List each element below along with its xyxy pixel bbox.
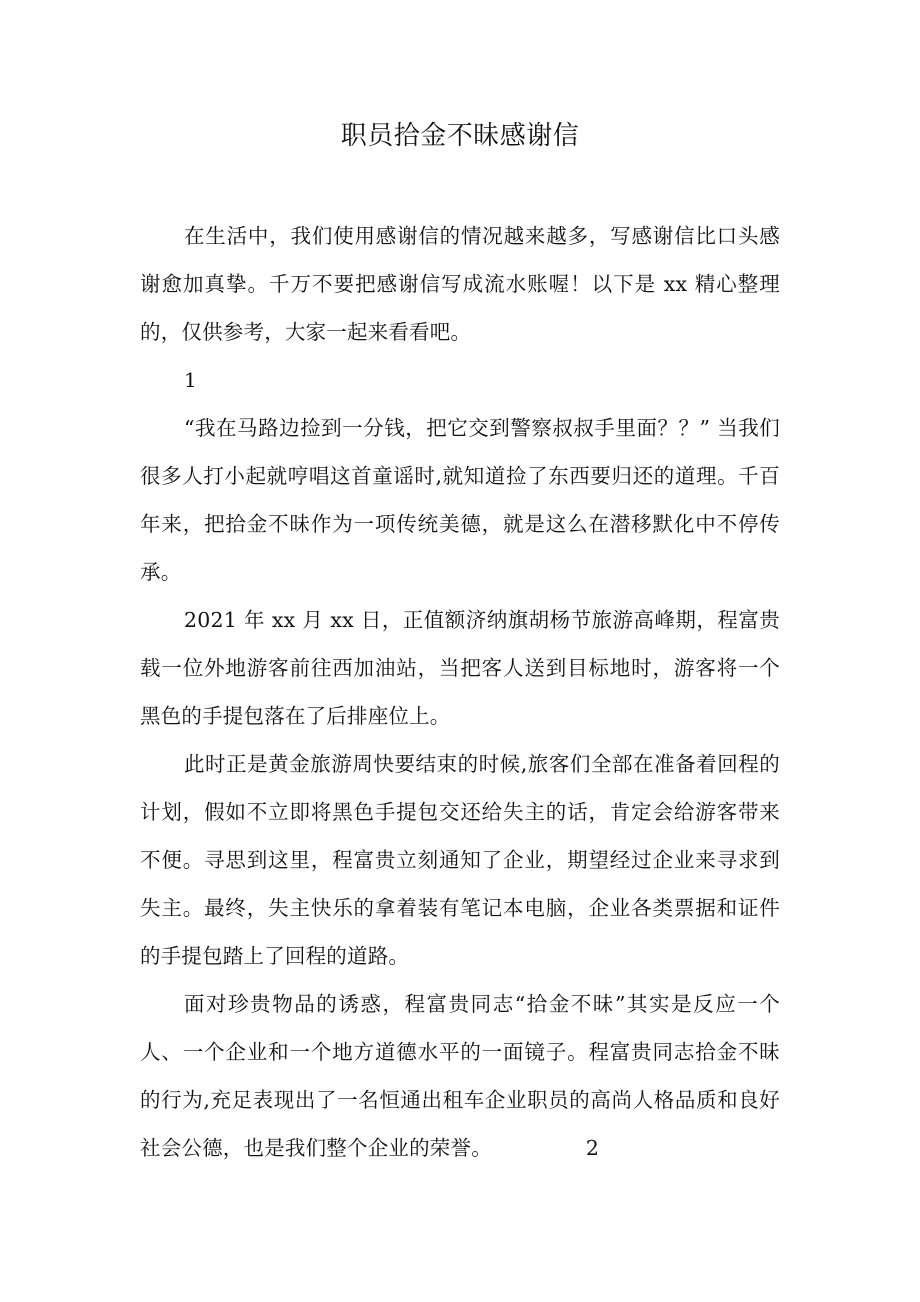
section-marker-1: 1 xyxy=(184,368,197,392)
section-marker-2: 2 xyxy=(585,1136,600,1160)
paragraph-3: 此时正是黄金旅游周快要结束的时候,旅客们全部在准备着回程的计划，假如不立即将黑色手提包交还给失主的话，肯定会给游客带来不便。寻思到这里，程富贵立刻通知了企业，期望经过企业来寻求到失主。最终，失主快乐的拿着装有笔记本电脑，企业各类票据和证件的手提包踏上了回程的道路。 xyxy=(140,752,780,968)
page-title: 职员拾金不昧感谢信 xyxy=(340,121,580,151)
paragraph-4-text: 面对珍贵物品的诱惑，程富贵同志“拾金不昧”其实是反应一个人、一个企业和一个地方道德水平的一面镜子。程富贵同志拾金不昧的行为,充足表现出了一名恒通出租车企业职员的高尚人格品质和良好社会公德，也是我们整个企业的荣誉。 xyxy=(140,992,780,1160)
paragraph-1: “我在马路边捡到一分钱，把它交到警察叔叔手里面？？” 当我们很多人打小起就哼唱这首童谣时,就知道捡了东西要归还的道理。千百年来，把拾金不昧作为一项传统美德，就是这么在潜移默化中不停传承。 xyxy=(140,416,780,584)
paragraph-4 xyxy=(140,980,780,1172)
intro-paragraph: 在生活中，我们使用感谢信的情况越来越多，写感谢信比口头感谢愈加真挚。千万不要把感谢信写成流水账喔！以下是 xx 精心整理的，仅供参考，大家一起来看看吧。 xyxy=(140,224,780,344)
document-body xyxy=(140,212,780,1172)
paragraph-2: 2021 年 xx 月 xx 日，正值额济纳旗胡杨节旅游高峰期，程富贵载一位外地游客前往西加油站，当把客人送到目标地时，游客将一个黑色的手提包落在了后排座位上。 xyxy=(140,608,780,728)
